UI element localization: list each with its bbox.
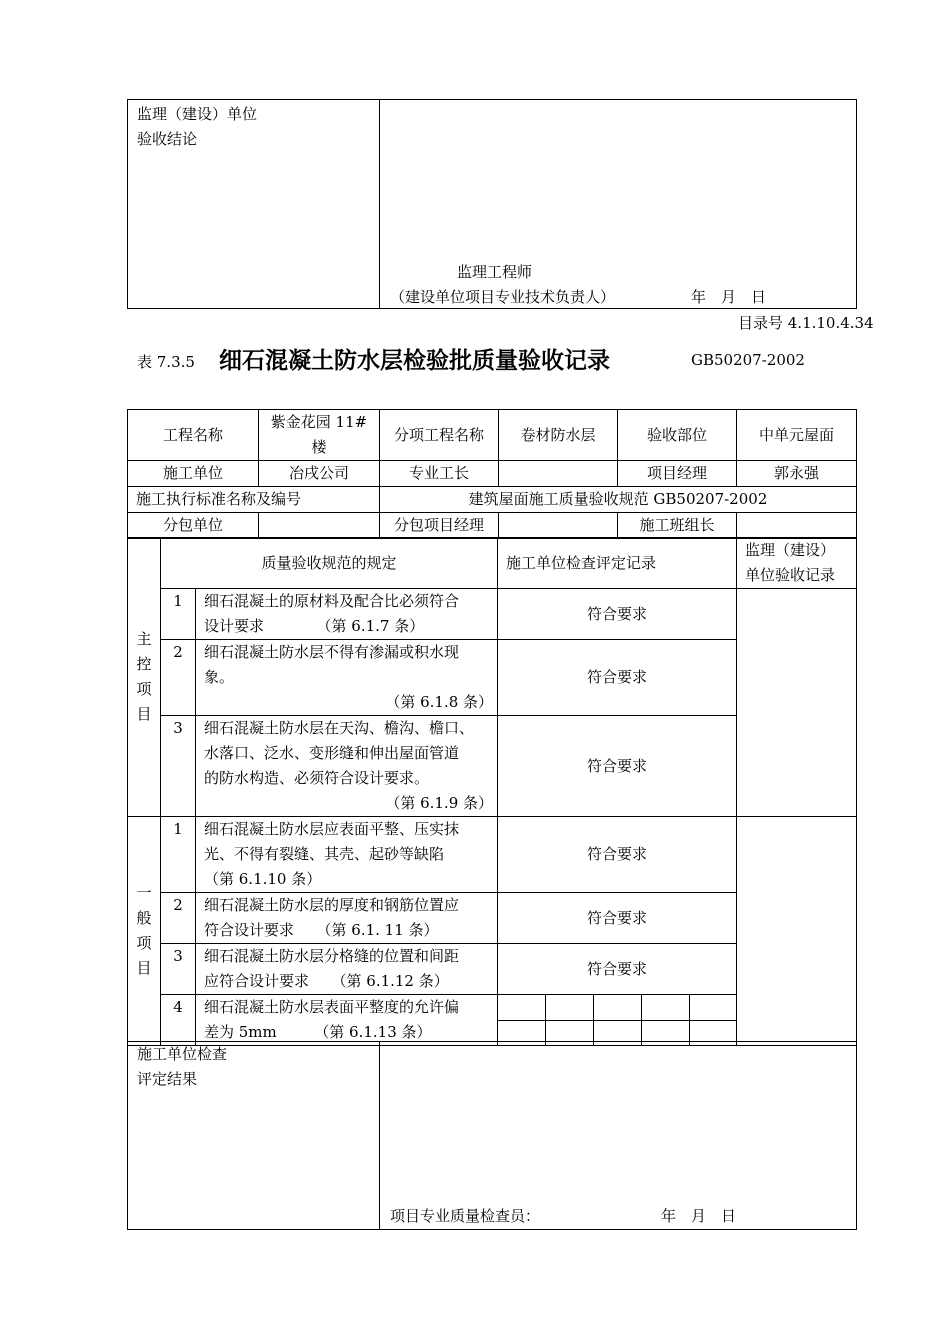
foreman-value: [499, 461, 618, 487]
project-manager-label: 项目经理: [618, 461, 737, 487]
main-item-result: 符合要求: [498, 640, 737, 716]
main-item-number: 3: [161, 716, 196, 817]
main-item-spec: [196, 589, 498, 640]
construction-unit-label: 施工单位: [128, 461, 259, 487]
standard-label: 施工执行标准名称及编号: [128, 487, 380, 513]
supervisor-record-header-line2: 单位验收记录: [745, 566, 836, 584]
main-item-spec: [196, 716, 498, 817]
inspection-items-table: [127, 537, 857, 1046]
general-group-char: 项: [136, 934, 152, 952]
main-group-char: 目: [136, 705, 152, 723]
spec-line: 细石混凝土防水层的厚度和钢筋位置应: [204, 896, 460, 914]
spec-line: 细石混凝土防水层应表面平整、压实抹: [204, 820, 460, 838]
sub-project-label: 分项工程名称: [380, 410, 499, 461]
supervisor-conclusion-box: [127, 99, 857, 309]
spec-line: （第 6.1.8 条）: [385, 693, 494, 711]
general-group-char: 目: [136, 959, 152, 977]
project-name-value-line2: 楼: [311, 438, 327, 456]
spec-line: 细石混凝土防水层表面平整度的允许偏: [204, 998, 460, 1016]
spec-line: 设计要求 （第 6.1.7 条）: [204, 617, 425, 635]
measurement-cell: [546, 995, 594, 1021]
spec-line: 差为 5mm （第 6.1.13 条）: [204, 1023, 432, 1041]
team-leader-label: 施工班组长: [618, 513, 737, 539]
main-group-char: 项: [136, 680, 152, 698]
general-item-result: 符合要求: [498, 817, 737, 893]
general-items-group-label: [128, 817, 161, 1046]
general-item-number: 3: [161, 944, 196, 995]
main-group-char: 主: [136, 630, 152, 648]
spec-line: 水落口、泛水、变形缝和伸出屋面管道: [204, 744, 460, 762]
standard-code: GB50207-2002: [691, 351, 805, 369]
general-item-spec: [196, 944, 498, 995]
contractor-label-line1: 施工单位检查: [137, 1045, 228, 1063]
supervisor-record-header-line1: 监理（建设）: [745, 541, 836, 559]
spec-line: 符合设计要求 （第 6.1. 11 条）: [204, 921, 439, 939]
spec-line: 细石混凝土防水层在天沟、檐沟、檐口、: [204, 719, 475, 737]
table-number: 表 7.3.5: [137, 353, 195, 371]
main-item-number: 1: [161, 589, 196, 640]
supervisor-conclusion-cell: [380, 100, 857, 309]
spec-line: （第 6.1.9 条）: [385, 794, 494, 812]
contractor-label-cell: [128, 1042, 380, 1230]
main-items-group-label: [128, 538, 161, 817]
project-name-value: [259, 410, 380, 461]
standard-value: 建筑屋面施工质量验收规范 GB50207-2002: [380, 487, 857, 513]
general-group-char: 一: [136, 884, 152, 902]
contractor-result-cell: [380, 1042, 857, 1230]
project-name-value-line1: 紫金花园 11#: [270, 413, 368, 431]
general-item-spec: [196, 817, 498, 893]
spec-line: 细石混凝土防水层不得有渗漏或积水现: [204, 643, 460, 661]
measurement-cell: [594, 995, 642, 1021]
quality-inspector-label: 项目专业质量检查员：: [390, 1207, 541, 1225]
measurement-cell: [690, 995, 737, 1021]
main-item-number: 2: [161, 640, 196, 716]
foreman-label: 专业工长: [380, 461, 499, 487]
supervisor-label-line2: 验收结论: [137, 130, 198, 148]
general-items-supervisor-record: [737, 817, 857, 1046]
general-item-result: 符合要求: [498, 944, 737, 995]
acceptance-part-value: 中单元屋面: [737, 410, 857, 461]
general-item-spec: [196, 893, 498, 944]
spec-line: 细石混凝土防水层分格缝的位置和间距: [204, 947, 460, 965]
spec-column-header: 质量验收规范的规定: [161, 538, 498, 589]
spec-line: 应符合设计要求 （第 6.1.12 条）: [204, 972, 449, 990]
measurement-cell: [642, 995, 690, 1021]
header-info-table: [127, 409, 857, 539]
supervisor-date: 年 月 日: [691, 288, 767, 306]
subcontractor-label: 分包单位: [128, 513, 259, 539]
spec-line: 光、不得有裂缝、其壳、起砂等缺陷: [204, 845, 445, 863]
supervisor-label-cell: [128, 100, 380, 309]
measurement-cell: [498, 995, 546, 1021]
acceptance-part-label: 验收部位: [618, 410, 737, 461]
catalog-number: 目录号 4.1.10.4.34: [738, 314, 874, 332]
supervisor-label-line1: 监理（建设）单位: [137, 105, 258, 123]
general-item-spec: [196, 995, 498, 1046]
spec-line: 的防水构造、必须符合设计要求。: [204, 769, 430, 787]
subcontractor-value: [259, 513, 380, 539]
general-item-number: 4: [161, 995, 196, 1046]
spec-line: （第 6.1.10 条）: [204, 870, 322, 888]
general-item-number: 1: [161, 817, 196, 893]
owner-rep-label: （建设单位项目专业技术负责人）: [390, 288, 616, 306]
spec-line: 象。: [204, 668, 235, 686]
supervisor-record-column-header: [737, 538, 857, 589]
project-manager-value: 郭永强: [737, 461, 857, 487]
contractor-record-column-header: 施工单位检查评定记录: [498, 538, 737, 589]
construction-unit-value: 冶戌公司: [259, 461, 380, 487]
contractor-date: 年 月 日: [661, 1207, 737, 1225]
main-item-result: 符合要求: [498, 589, 737, 640]
main-items-supervisor-record: [737, 589, 857, 817]
contractor-result-box: [127, 1041, 857, 1230]
contractor-label-line2: 评定结果: [137, 1070, 198, 1088]
spec-line: 细石混凝土的原材料及配合比必须符合: [204, 592, 460, 610]
main-item-result: 符合要求: [498, 716, 737, 817]
main-item-spec: [196, 640, 498, 716]
team-leader-value: [737, 513, 857, 539]
general-group-char: 般: [136, 909, 152, 927]
general-item-number: 2: [161, 893, 196, 944]
supervising-engineer-label: 监理工程师: [457, 263, 533, 281]
sub-project-value: 卷材防水层: [499, 410, 618, 461]
general-item-result: 符合要求: [498, 893, 737, 944]
project-name-label: 工程名称: [128, 410, 259, 461]
page-title: 细石混凝土防水层检验批质量验收记录: [219, 348, 610, 374]
sub-pm-value: [499, 513, 618, 539]
main-group-char: 控: [136, 655, 152, 673]
sub-pm-label: 分包项目经理: [380, 513, 499, 539]
